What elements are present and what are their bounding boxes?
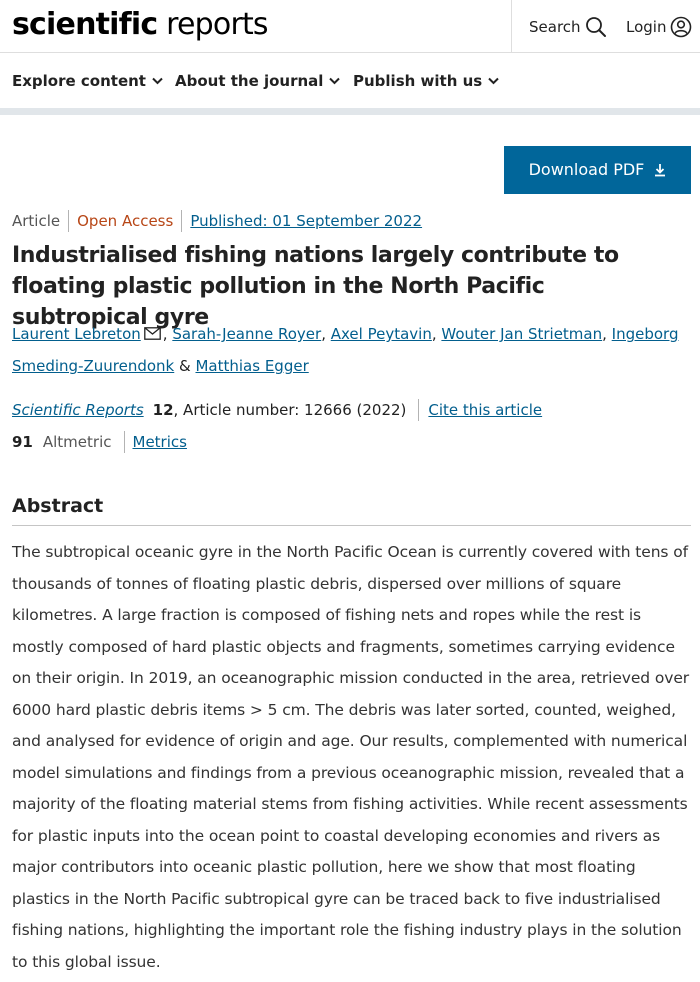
login-button[interactable] <box>626 14 692 40</box>
search-icon <box>585 16 607 38</box>
chevron-down-icon <box>488 77 499 85</box>
article-title: Industrialised fishing nations largely contribute to floating plastic pollution in the North Pacific subtropical gyre <box>12 243 619 330</box>
header-divider <box>511 0 512 53</box>
metrics-link[interactable]: Metrics <box>132 433 187 451</box>
site-header <box>0 0 700 53</box>
nav-about-journal[interactable] <box>175 70 340 92</box>
nav-publish-with-us[interactable] <box>353 70 499 92</box>
author-link[interactable]: Ingeborg Smeding-Zuurendonk <box>12 325 679 375</box>
download-icon <box>654 163 666 177</box>
nav-label: Publish with us <box>353 72 483 90</box>
author-link[interactable]: Sarah-Jeanne Royer <box>172 325 322 343</box>
logo-bold-text: scientific <box>12 7 158 42</box>
citation-line <box>12 398 542 422</box>
author-link[interactable]: Matthias Egger <box>195 357 309 375</box>
cite-article-link[interactable]: Cite this article <box>428 401 543 419</box>
chevron-down-icon <box>152 77 163 85</box>
open-access-badge: Open Access <box>77 212 174 230</box>
login-label: Login <box>626 18 667 36</box>
logo-light-text: reports <box>157 7 268 42</box>
main-nav <box>0 54 700 108</box>
site-logo[interactable] <box>12 6 268 44</box>
chevron-down-icon <box>329 77 340 85</box>
author-separator: , <box>431 325 442 343</box>
journal-link[interactable]: Scientific Reports <box>12 401 144 419</box>
meta-divider <box>68 210 69 232</box>
search-label: Search <box>529 18 581 36</box>
nav-label: About the journal <box>175 72 324 90</box>
author-separator: , <box>321 325 331 343</box>
meta-divider <box>181 210 182 232</box>
abstract-divider <box>12 525 691 526</box>
author-link[interactable]: Wouter Jan Strietman <box>441 325 603 343</box>
published-date-link[interactable]: Published: 01 September 2022 <box>190 212 423 230</box>
author-list <box>12 318 692 382</box>
download-pdf-button[interactable] <box>504 146 691 194</box>
citation-divider <box>418 399 419 421</box>
nav-label: Explore content <box>12 72 146 90</box>
author-separator: , <box>162 325 173 343</box>
volume-number: 12 <box>152 401 174 419</box>
article-number: , Article number: 12666 (2022) <box>173 401 407 419</box>
author-link[interactable]: Laurent Lebreton <box>12 325 141 343</box>
download-pdf-label: Download PDF <box>528 160 645 179</box>
altmetric-score: 91 <box>12 433 33 451</box>
metrics-divider <box>124 431 125 453</box>
abstract-text: The subtropical oceanic gyre in the North Pacific Ocean is currently covered with tens of thousands of tonnes of floating plastic debris, dispersed over millions of square kilometres. A large fraction is composed of fishing nets and ropes while the rest is mostly composed of hard plastic objects and fragments, sometimes carrying evidence on their origin. In 2019, an oceanographic mission conducted in the area, retrieved over 6000 hard plastic debris items > 5 cm. The debris was later sorted, counted, weighed, and analysed for evidence of origin and age. Our results, complemented with numerical model simulations and findings from a previous oceanographic mission, revealed that a majority of the floating material stems from fishing activities. While recent assessments for plastic inputs into the ocean point to coastal developing economies and rivers as major contributors into oceanic plastic pollution, here we show that most floating plastics in the North Pacific subtropical gyre can be traced back to five industrialised fishing nations, highlighting the important role the fishing industry plays in the solution to this global issue. <box>12 543 690 971</box>
altmetric-label: Altmetric <box>42 433 112 451</box>
article-type: Article <box>12 212 61 230</box>
nav-underline-bar <box>0 108 700 115</box>
abstract-heading: Abstract <box>12 495 104 517</box>
metrics-line <box>12 430 187 454</box>
nav-explore-content[interactable] <box>12 70 163 92</box>
mail-icon[interactable] <box>144 327 161 340</box>
author-link[interactable]: Axel Peytavin <box>330 325 432 343</box>
search-button[interactable] <box>529 14 607 40</box>
author-separator: , <box>602 325 612 343</box>
author-separator-last: & <box>174 357 196 375</box>
user-icon <box>670 16 692 38</box>
article-meta <box>12 209 422 233</box>
